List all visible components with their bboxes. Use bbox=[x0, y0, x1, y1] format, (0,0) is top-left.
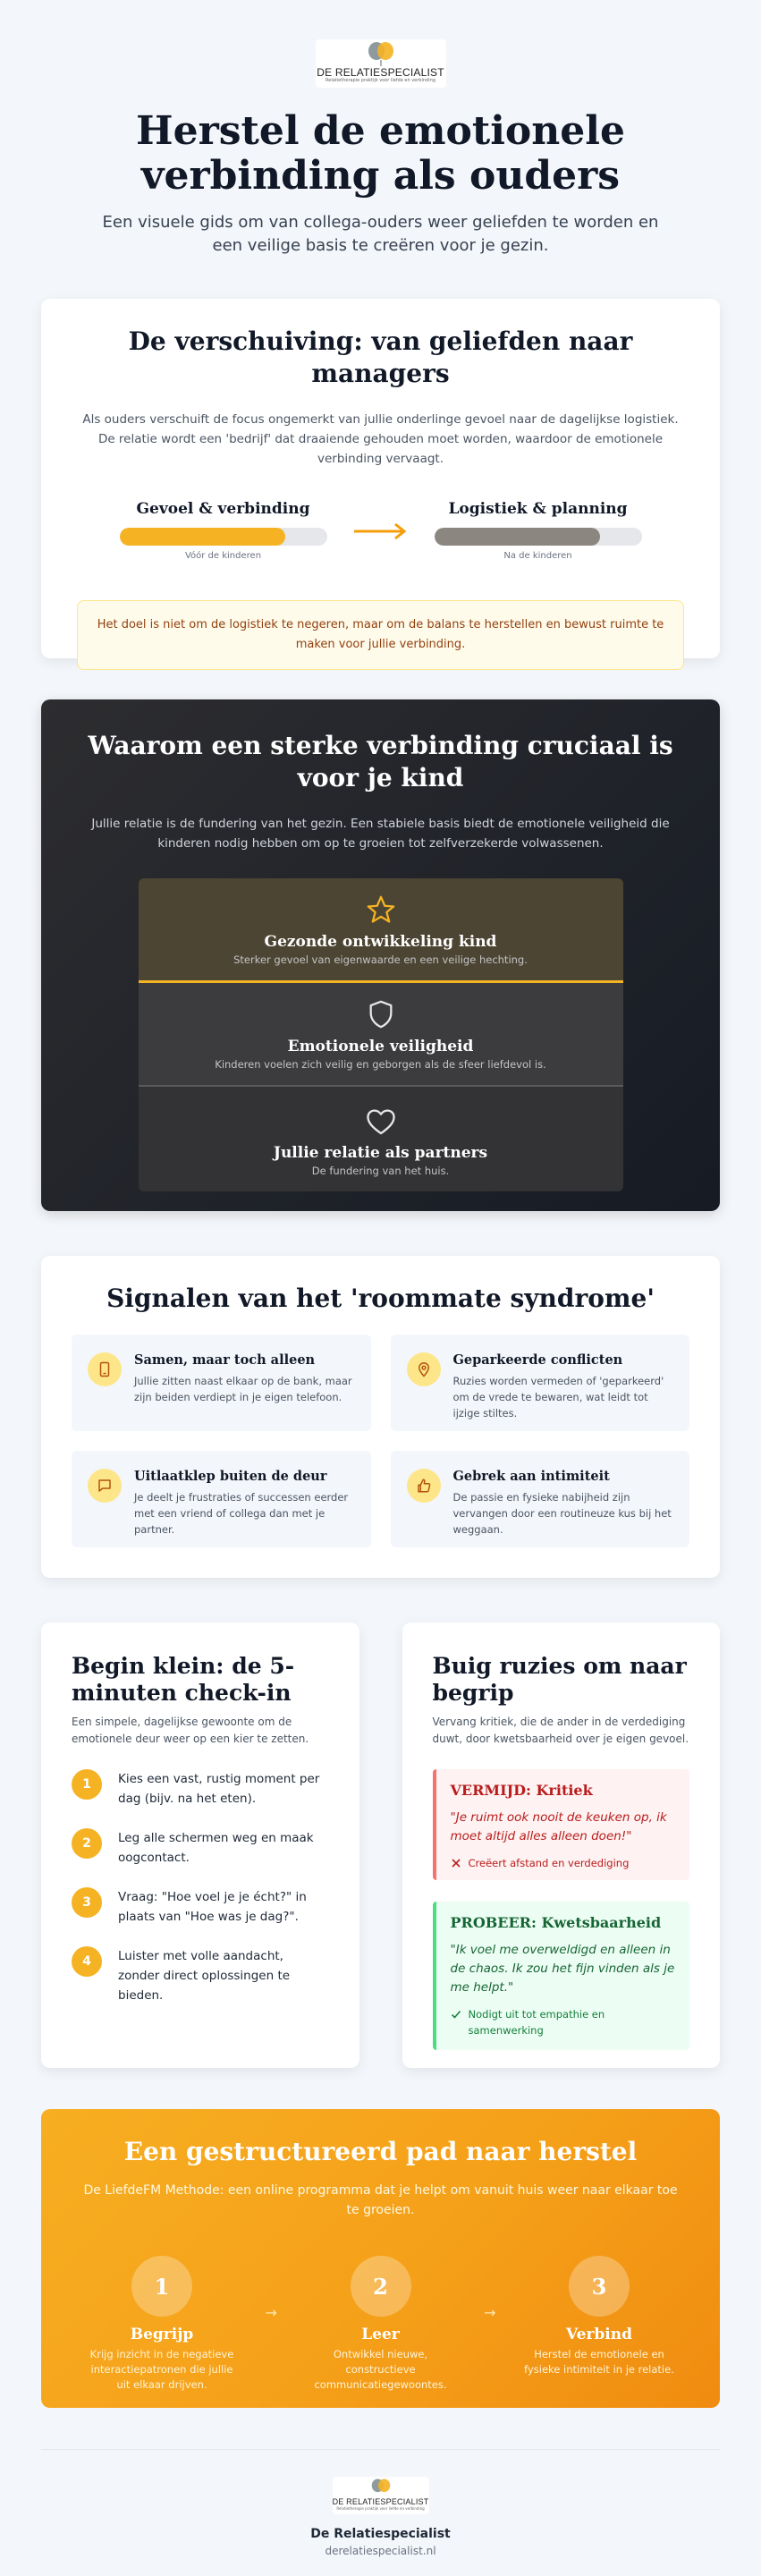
tier-title: Jullie relatie als partners bbox=[273, 1144, 488, 1162]
header-logo-wrap bbox=[41, 0, 720, 88]
location-pin-icon bbox=[416, 1361, 432, 1377]
signal-card bbox=[391, 1451, 690, 1547]
shift-before-bar bbox=[120, 528, 327, 546]
shift-after-label: Logistiek & planning bbox=[448, 500, 628, 518]
shift-comparison bbox=[77, 499, 684, 561]
shift-section bbox=[41, 299, 720, 658]
signal-title: Gebrek aan intimiteit bbox=[452, 1469, 610, 1484]
shift-before bbox=[120, 499, 327, 561]
footer-logo-wrap bbox=[41, 2477, 720, 2514]
shift-after-caption: Na de kinderen bbox=[503, 551, 572, 561]
signal-icon-badge bbox=[407, 1352, 441, 1386]
signals-section bbox=[41, 1256, 720, 1578]
path-arrow-icon: → bbox=[484, 2304, 496, 2321]
avoid-note-row bbox=[451, 1855, 676, 1871]
step-text: Kies een vast, rustig moment per dag (bijv. na het eten). bbox=[118, 1772, 320, 1806]
tier-desc: Sterker gevoel van eigenwaarde en een veilige hechting. bbox=[233, 953, 528, 966]
step-text: Vraag: "Hoe voel je je écht?" in plaats van "Hoe was je dag?". bbox=[118, 1890, 307, 1924]
checkmark-icon bbox=[451, 2009, 461, 2020]
why-section bbox=[41, 699, 720, 1211]
checkin-step bbox=[72, 1887, 329, 1927]
try-note-row bbox=[451, 2006, 676, 2038]
tips-row bbox=[41, 1623, 720, 2068]
path-step-title: Begrijp bbox=[130, 2326, 194, 2343]
path-section bbox=[41, 2109, 720, 2408]
signal-card bbox=[72, 1451, 371, 1547]
signal-desc: Je deelt je frustraties of successen eerder met een vriend of collega dan met je partner. bbox=[134, 1491, 349, 1536]
path-step-desc: Krijg inzicht in de negatieve interactiepatronen die jullie uit elkaar drijven. bbox=[89, 2348, 234, 2391]
tier-desc: Kinderen voelen zich veilig en geborgen als de sfeer liefdevol is. bbox=[215, 1058, 546, 1071]
page-subtitle: Een visuele gids om van collega-ouders weer geliefden te worden en een veilige basis te creëren voor je gezin. bbox=[102, 213, 659, 255]
try-box bbox=[433, 1902, 690, 2050]
footer-logo[interactable] bbox=[333, 2477, 429, 2514]
shield-icon bbox=[366, 999, 396, 1030]
checkin-intro: Een simpele, dagelijkse gewoonte om de emotionele deur weer op een kier te zetten. bbox=[72, 1716, 309, 1745]
signals-title: Signalen van het 'roommate syndrome' bbox=[106, 1284, 655, 1313]
checkin-steps bbox=[72, 1769, 329, 2005]
path-steps bbox=[77, 2256, 684, 2393]
try-title: PROBEER: Kwetsbaarheid bbox=[450, 1914, 662, 1931]
signal-icon-badge bbox=[88, 1352, 122, 1386]
signals-grid bbox=[72, 1335, 689, 1547]
logo-tagline: Relatietherapie praktijk voor liefde en verbinding bbox=[326, 78, 435, 83]
path-step-desc: Ontwikkel nieuwe, constructieve communicatiegewoontes. bbox=[314, 2348, 447, 2391]
signal-desc: De passie en fysieke nabijheid zijn vervangen door een routineuze kus bij het weggaan. bbox=[452, 1491, 672, 1536]
path-step-number: 1 bbox=[131, 2256, 192, 2317]
shift-before-label: Gevoel & verbinding bbox=[136, 500, 310, 518]
path-step-number: 3 bbox=[569, 2256, 630, 2317]
tier-child-development bbox=[139, 878, 623, 983]
why-body: Jullie relatie is de fundering van het gezin. Een stabiele basis biedt de emotionele veiligheid die kinderen nodig hebben om op te groeien tot zelfverzekerde volwassenen. bbox=[91, 817, 670, 851]
tier-partners bbox=[139, 1087, 623, 1191]
conflict-card bbox=[402, 1623, 721, 2068]
path-step-desc: Herstel de emotionele en fysieke intimiteit in je relatie. bbox=[524, 2348, 674, 2376]
signal-desc: Ruzies worden vermeden of 'geparkeerd' om de vrede te bewaren, wat leidt tot ijzige stiltes. bbox=[452, 1375, 664, 1419]
checkin-step bbox=[72, 1946, 329, 2005]
avoid-title: VERMIJD: Kritiek bbox=[450, 1782, 593, 1799]
step-number: 3 bbox=[72, 1887, 102, 1918]
try-note: Nodigt uit tot empathie en samenwerking bbox=[468, 2008, 605, 2037]
footer-url-link[interactable]: derelatiespecialist.nl bbox=[325, 2545, 436, 2557]
shift-after-bar-fill bbox=[435, 528, 601, 546]
path-step-number: 2 bbox=[351, 2256, 411, 2317]
shift-title: De verschuiving: van geliefden naar managers bbox=[128, 326, 633, 388]
page-title: Herstel de emotionele verbinding als ouders bbox=[136, 108, 625, 199]
heart-balloons-logo-icon bbox=[360, 40, 402, 67]
path-step-verbind bbox=[523, 2256, 675, 2377]
footer bbox=[41, 2450, 720, 2557]
signal-card bbox=[391, 1335, 690, 1431]
conflict-intro: Vervang kritiek, die de ander in de verdediging duwt, door kwetsbaarheid over je eigen gevoel. bbox=[432, 1716, 689, 1745]
step-text: Leg alle schermen weg en maak oogcontact. bbox=[118, 1831, 314, 1865]
checkin-step bbox=[72, 1769, 329, 1809]
step-number: 1 bbox=[72, 1769, 102, 1800]
shift-note: Het doel is niet om de logistiek te negeren, maar om de balans te herstellen en bewust ruimte te maken voor jullie verbinding. bbox=[77, 600, 684, 670]
signal-icon-badge bbox=[407, 1469, 441, 1503]
phone-icon bbox=[97, 1361, 113, 1377]
shift-before-bar-fill bbox=[120, 528, 286, 546]
shift-before-caption: Vóór de kinderen bbox=[184, 551, 262, 561]
step-number: 4 bbox=[72, 1946, 102, 1977]
heart-icon bbox=[365, 1107, 397, 1136]
avoid-box bbox=[433, 1769, 690, 1880]
tier-title: Gezonde ontwikkeling kind bbox=[264, 933, 497, 951]
step-text: Luister met volle aandacht, zonder direct oplossingen te bieden. bbox=[118, 1949, 291, 2003]
arrow-right-icon bbox=[352, 522, 410, 540]
signal-desc: Jullie zitten naast elkaar op de bank, maar zijn beiden verdiept in je eigen telefoon. bbox=[134, 1375, 352, 1403]
step-number: 2 bbox=[72, 1828, 102, 1859]
logo[interactable] bbox=[316, 39, 446, 88]
signal-icon-badge bbox=[88, 1469, 122, 1503]
why-title: Waarom een sterke verbinding cruciaal is voor je kind bbox=[88, 731, 673, 792]
path-step-title: Leer bbox=[361, 2326, 400, 2343]
path-step-begrijp bbox=[86, 2256, 238, 2393]
path-arrow-icon: → bbox=[265, 2304, 277, 2321]
logo-name: DE RELATIESPECIALIST bbox=[332, 2497, 429, 2506]
tier-desc: De fundering van het huis. bbox=[311, 1165, 450, 1177]
path-body: De LiefdeFM Methode: een online programma dat je helpt om vanuit huis weer naar elkaar toe te groeien. bbox=[83, 2183, 678, 2217]
avoid-note: Creëert afstand en verdediging bbox=[468, 1857, 630, 1869]
shift-after bbox=[435, 499, 642, 561]
checkin-title: Begin klein: de 5-minuten check-in bbox=[72, 1653, 295, 1706]
checkin-card bbox=[41, 1623, 359, 2068]
logo-name: DE RELATIESPECIALIST bbox=[317, 66, 444, 79]
foundation-pyramid bbox=[139, 878, 623, 1191]
signal-card bbox=[72, 1335, 371, 1431]
thumbs-up-icon bbox=[416, 1478, 432, 1494]
checkin-step bbox=[72, 1828, 329, 1868]
path-step-title: Verbind bbox=[566, 2326, 632, 2343]
path-step-leer bbox=[305, 2256, 457, 2393]
close-icon bbox=[451, 1858, 461, 1868]
signal-title: Geparkeerde conflicten bbox=[452, 1352, 623, 1368]
path-title: Een gestructureerd pad naar herstel bbox=[123, 2137, 638, 2166]
footer-name: De Relatiespecialist bbox=[310, 2527, 451, 2541]
shift-arrow bbox=[327, 499, 435, 540]
logo-tagline: Relatietherapie praktijk voor liefde en verbinding bbox=[336, 2506, 425, 2511]
heart-balloons-logo-icon bbox=[365, 2478, 397, 2497]
try-quote: "Ik voel me overweldigd en alleen in de chaos. Ik zou het fijn vinden als je me helpt." bbox=[450, 1943, 675, 1995]
shift-after-bar bbox=[435, 528, 642, 546]
tier-emotional-safety bbox=[139, 983, 623, 1087]
signal-title: Uitlaatklep buiten de deur bbox=[134, 1469, 327, 1484]
avoid-quote: "Je ruimt ook nooit de keuken op, ik moet altijd alles alleen doen!" bbox=[450, 1810, 667, 1843]
signal-title: Samen, maar toch alleen bbox=[134, 1352, 316, 1368]
conflict-title: Buig ruzies om naar begrip bbox=[432, 1653, 687, 1706]
shift-body: Als ouders verschuift de focus ongemerkt van jullie onderlinge gevoel naar de dagelijkse logistiek. De relatie wordt een 'bedrijf' dat draaiende gehouden moet worden, waardoor de emotionele verbinding vervaagt. bbox=[82, 412, 679, 466]
tier-title: Emotionele veiligheid bbox=[287, 1038, 474, 1055]
star-icon bbox=[366, 894, 396, 925]
chat-bubble-icon bbox=[97, 1478, 113, 1494]
